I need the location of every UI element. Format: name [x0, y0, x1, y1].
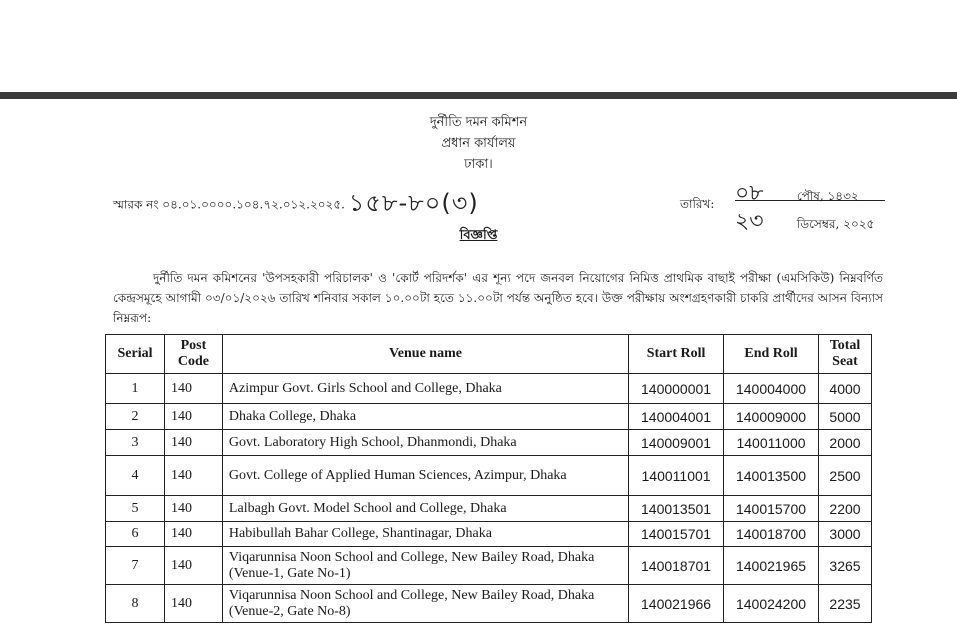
cell-venue: Govt. College of Applied Human Sciences, Azimpur, Dhaka	[222, 456, 628, 496]
cell-post-code: 140	[164, 496, 222, 522]
cell-venue: Govt. Laboratory High School, Dhanmondi, Dhaka	[222, 430, 628, 456]
cell-venue: Viqarunnisa Noon School and College, New Bailey Road, Dhaka (Venue-1, Gate No-1)	[222, 547, 628, 585]
cell-end-roll: 140015700	[724, 496, 819, 522]
cell-post-code: 140	[164, 404, 222, 430]
cell-total-seat: 5000	[819, 404, 872, 430]
header-start-roll: Start Roll	[629, 335, 724, 374]
cell-serial: 7	[106, 547, 165, 585]
cell-start-roll: 140018701	[629, 547, 724, 585]
office-name: প্রধান কার্যালয়	[441, 136, 516, 151]
date-day-bangla: ০৮	[735, 181, 764, 206]
cell-end-roll: 140004000	[724, 374, 819, 404]
table-row	[106, 456, 872, 496]
cell-start-roll: 140021966	[629, 585, 724, 623]
seat-plan-table	[105, 334, 872, 623]
date-label: তারিখ:	[680, 197, 715, 211]
city-name: ঢাকা।	[464, 157, 493, 172]
cell-total-seat: 4000	[819, 374, 872, 404]
top-divider-bar	[0, 92, 957, 99]
table-row	[106, 374, 872, 404]
cell-post-code: 140	[164, 430, 222, 456]
header-venue: Venue name	[222, 335, 628, 374]
cell-venue: Dhaka College, Dhaka	[222, 404, 628, 430]
cell-start-roll: 140015701	[629, 522, 724, 547]
notice-title: বিজ্ঞপ্তি	[459, 228, 498, 243]
cell-venue: Viqarunnisa Noon School and College, New Bailey Road, Dhaka (Venue-2, Gate No-8)	[222, 585, 628, 623]
cell-serial: 2	[106, 404, 165, 430]
cell-post-code: 140	[164, 522, 222, 547]
cell-serial: 1	[106, 374, 165, 404]
cell-end-roll: 140024200	[724, 585, 819, 623]
cell-total-seat: 2000	[819, 430, 872, 456]
cell-serial: 4	[106, 456, 165, 496]
cell-total-seat: 2500	[819, 456, 872, 496]
notice-paragraph-text: দুর্নীতি দমন কমিশনের 'উপসহকারী পরিচালক' ও 'কোর্ট পরিদর্শক' এর শূন্য পদে জনবল নিয়োগের নিমিত্ত প্রাথমিক বাছাই পরীক্ষা (এমসিকিউ) নিম্নবর্ণিত কেন্দ্রসমূহে আগামী ০৩/০১/২০২৬ তারিখ শনিবার সকাল ১০.০০টা হতে ১১.০০টা পর্যন্ত অনুষ্ঠিত হবে। উক্ত পরীক্ষায় অংশগ্রহণকারী চাকরি প্রার্থীদের আসন বিন্যাস নিম্নরূপ:	[113, 271, 883, 325]
cell-total-seat: 3000	[819, 522, 872, 547]
memo-reference	[113, 185, 479, 225]
table-row	[106, 404, 872, 430]
cell-serial: 5	[106, 496, 165, 522]
cell-start-roll: 140013501	[629, 496, 724, 522]
table-row	[106, 585, 872, 623]
table-row	[106, 522, 872, 547]
cell-serial: 8	[106, 585, 165, 623]
org-name: দুর্নীতি দমন কমিশন	[429, 115, 528, 130]
cell-serial: 6	[106, 522, 165, 547]
header-total-seat: Total Seat	[819, 335, 872, 374]
cell-total-seat: 2200	[819, 496, 872, 522]
date-english	[735, 204, 885, 234]
header-end-roll: End Roll	[724, 335, 819, 374]
cell-total-seat: 3265	[819, 547, 872, 585]
date-day-english: ২৩	[735, 209, 764, 234]
cell-end-roll: 140021965	[724, 547, 819, 585]
cell-end-roll: 140018700	[724, 522, 819, 547]
cell-venue: Lalbagh Govt. Model School and College, Dhaka	[222, 496, 628, 522]
cell-post-code: 140	[164, 547, 222, 585]
cell-total-seat: 2235	[819, 585, 872, 623]
table-row	[106, 547, 872, 585]
cell-venue: Habibullah Bahar College, Shantinagar, Dhaka	[222, 522, 628, 547]
memo-handwritten-number: ১৫৮-৮০(৩)	[348, 189, 479, 217]
cell-serial: 3	[106, 430, 165, 456]
date-bangla	[735, 176, 885, 206]
table-row	[106, 430, 872, 456]
cell-venue: Azimpur Govt. Girls School and College, Dhaka	[222, 374, 628, 404]
letterhead	[0, 112, 957, 175]
cell-post-code: 140	[164, 456, 222, 496]
cell-post-code: 140	[164, 585, 222, 623]
memo-number: স্মারক নং ০৪.০১.০০০০.১০৪.৭২.০১২.২০২৫.	[113, 197, 345, 212]
table-row	[106, 496, 872, 522]
cell-start-roll: 140004001	[629, 404, 724, 430]
date-month-bangla: পৌষ, ১৪৩২	[796, 189, 859, 203]
date-block	[735, 176, 885, 234]
cell-end-roll: 140013500	[724, 456, 819, 496]
cell-end-roll: 140009000	[724, 404, 819, 430]
cell-end-roll: 140011000	[724, 430, 819, 456]
date-month-english: ডিসেম্বর, ২০২৫	[796, 217, 875, 231]
table-header-row	[106, 335, 872, 374]
cell-start-roll: 140011001	[629, 456, 724, 496]
cell-start-roll: 140000001	[629, 374, 724, 404]
cell-post-code: 140	[164, 374, 222, 404]
header-serial: Serial	[106, 335, 165, 374]
header-post-code: Post Code	[164, 335, 222, 374]
cell-start-roll: 140009001	[629, 430, 724, 456]
notice-paragraph	[113, 268, 883, 328]
